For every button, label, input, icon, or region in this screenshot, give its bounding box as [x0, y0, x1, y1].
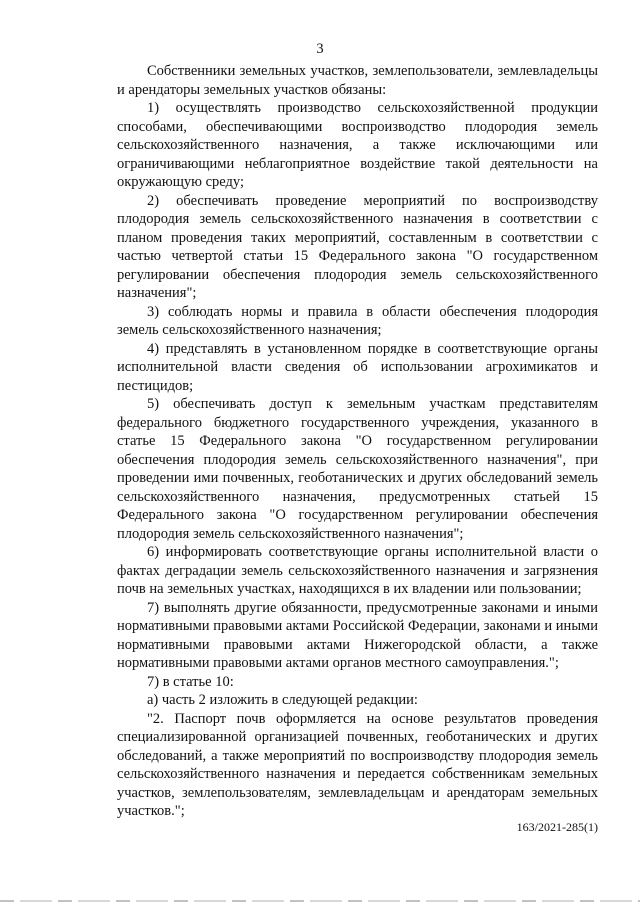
scan-edge-divider	[0, 900, 640, 902]
document-code: 163/2021-285(1)	[516, 820, 598, 834]
paragraph-article-10: 7) в статье 10:	[147, 673, 234, 690]
paragraph-intro: Собственники земельных участков, землепользователи, землевладельцы и арендаторы земельных участков обязаны:	[117, 63, 598, 98]
paragraph-item-4: 4) представлять в установленном порядке в соответствующие органы исполнительной власти сведения об использовании агрохимикатов и пестицидов;	[117, 340, 598, 394]
page-number: 3	[316, 41, 324, 57]
paragraph-item-1: 1) осуществлять производство сельскохозяйственной продукции способами, обеспечивающими воспроизводство плодородия земель сельскохозяйственного назначения, а также исключающими или ограничивающими неблагоприятное воздействие такой деятельности на окружающую среду;	[117, 100, 598, 190]
paragraph-soil-passport: "2. Паспорт почв оформляется на основе результатов проведения специализированной организацией почвенных, геоботанических и других обследований, а также мероприятий по воспроизводству плодородия земель сельскохозяйственного назначения и передается собственникам земельных участков, землепользователям, землевладельцам и арендаторам земельных участков.";	[117, 710, 598, 819]
paragraph-item-3: 3) соблюдать нормы и правила в области обеспечения плодородия земель сельскохозяйственного назначения;	[117, 303, 598, 338]
paragraph-item-7: 7) выполнять другие обязанности, предусмотренные законами и иными нормативными правовыми актами Российской Федерации, законами и иными нормативными правовыми актами Нижегородской области, а также нормативными правовыми актами органов местного самоуправления.";	[117, 599, 598, 671]
paragraph-item-5: 5) обеспечивать доступ к земельным участкам представителям федерального бюджетного государственного учреждения, указанного в статье 15 Федерального закона "О государственном регулировании обеспечения плодородия земель сельскохозяйственного назначения", при проведении ими почвенных, геоботанических и других обследований земель сельскохозяйственного назначения, предусмотренных статьей 15 Федерального закона "О государственном регулировании обеспечения плодородия земель сельскохозяйственного назначения";	[117, 396, 598, 542]
document-body	[117, 62, 598, 821]
paragraph-part-2: а) часть 2 изложить в следующей редакции:	[147, 692, 418, 708]
paragraph-item-6: 6) информировать соответствующие органы исполнительной власти о фактах деградации земель сельскохозяйственного назначения и загрязнения почв на земельных участках, находящихся в их владении или пользовании;	[117, 544, 598, 597]
paragraph-item-2: 2) обеспечивать проведение мероприятий по воспроизводству плодородия земель сельскохозяйственного назначения в соответствии с планом проведения таких мероприятий, составленным в соответствии с частью четвертой статьи 15 Федерального закона "О государственном регулировании обеспечения плодородия земель сельскохозяйственного назначения";	[117, 192, 598, 301]
